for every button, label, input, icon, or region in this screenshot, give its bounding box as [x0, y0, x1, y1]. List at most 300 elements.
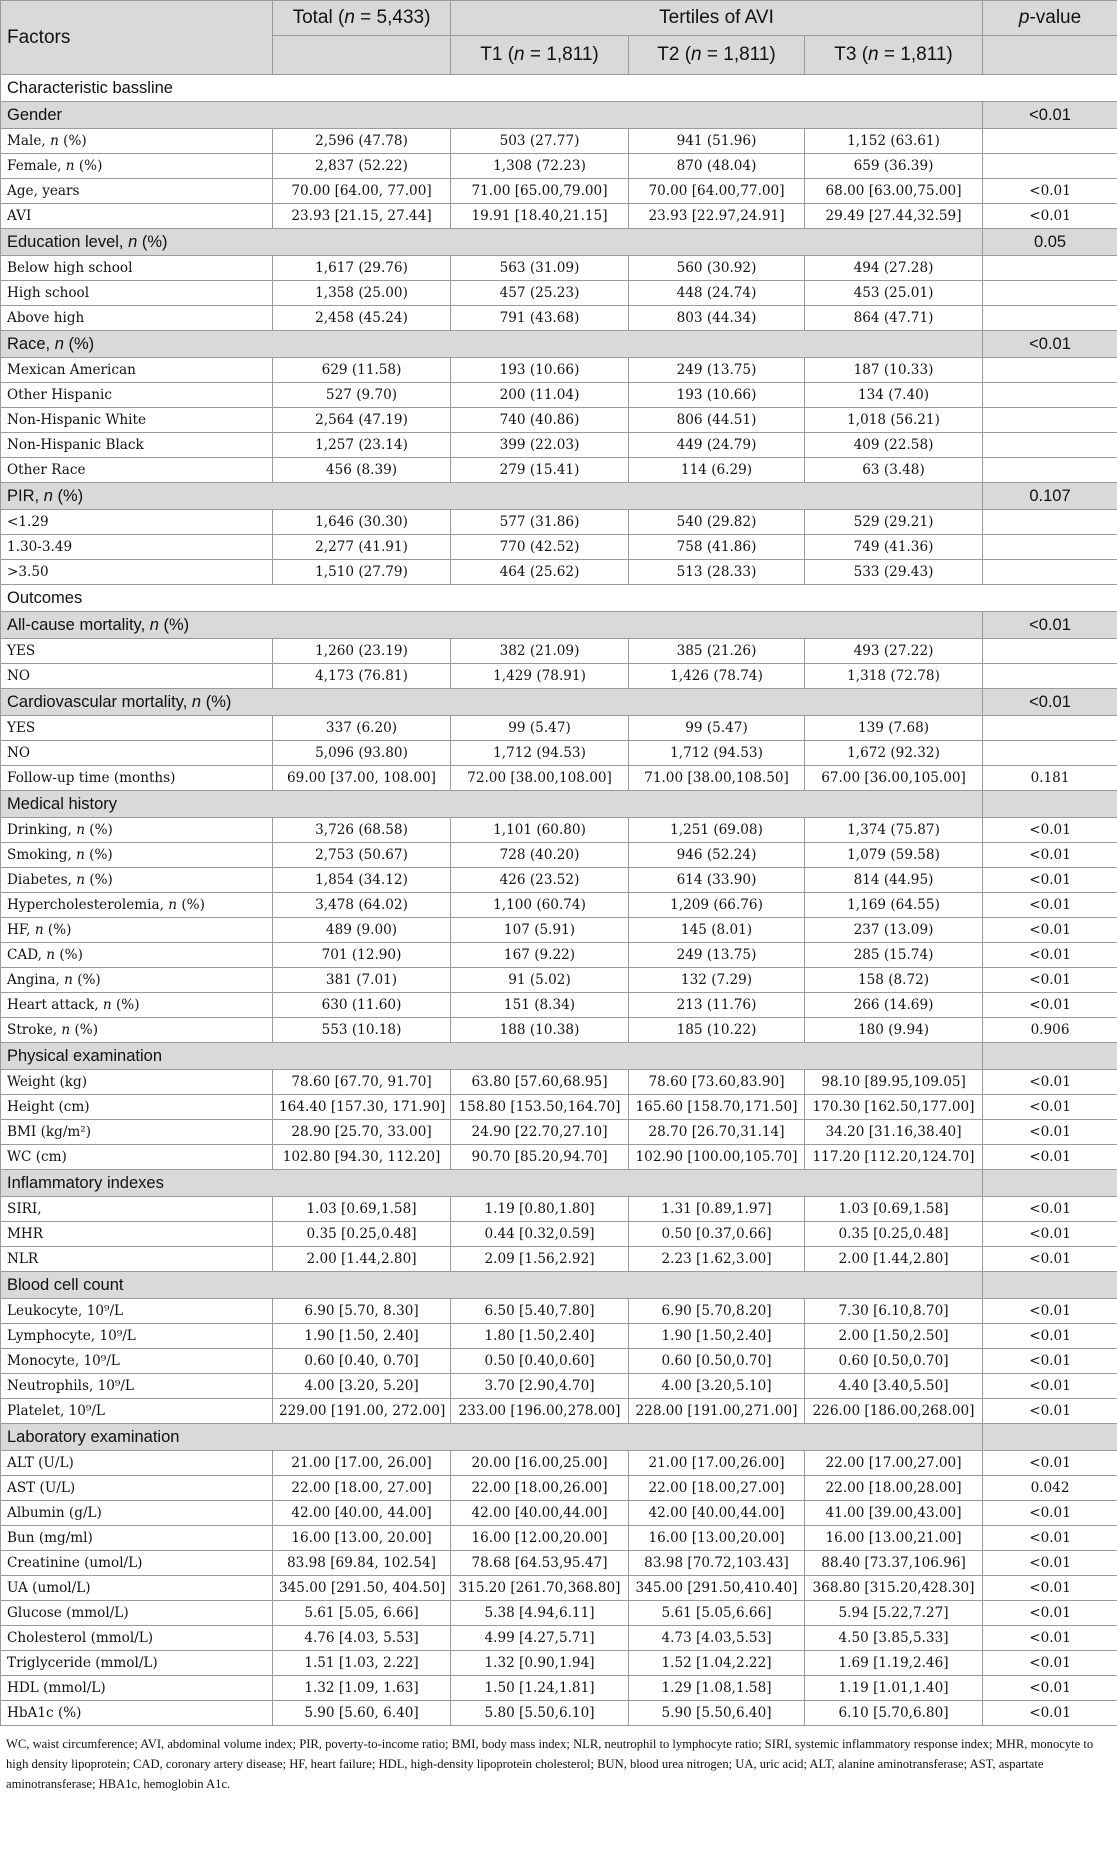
row-label: MHR [1, 1222, 273, 1247]
cell-pvalue: <0.01 [983, 1070, 1117, 1095]
row-label: Cholesterol (mmol/L) [1, 1626, 273, 1651]
cell-t2: 513 (28.33) [629, 560, 805, 585]
cell-t3: 2.00 [1.44,2.80] [805, 1247, 983, 1272]
cell-t2: 1,209 (66.76) [629, 893, 805, 918]
cell-pvalue: <0.01 [983, 1451, 1117, 1476]
row-label: AST (U/L) [1, 1476, 273, 1501]
cell-t1: 200 (11.04) [451, 383, 629, 408]
cell-t2: 70.00 [64.00,77.00] [629, 179, 805, 204]
cell-t3: 285 (15.74) [805, 943, 983, 968]
cell-pvalue: <0.01 [983, 1095, 1117, 1120]
cell-t1: 426 (23.52) [451, 868, 629, 893]
cell-total: 2,596 (47.78) [273, 129, 451, 154]
cell-t2: 1,712 (94.53) [629, 741, 805, 766]
cell-t3: 494 (27.28) [805, 256, 983, 281]
group-pvalue: <0.01 [983, 102, 1117, 129]
row-label: Drinking, n (%) [1, 818, 273, 843]
cell-pvalue: <0.01 [983, 1651, 1117, 1676]
header-t3: T3 (n = 1,811) [805, 36, 983, 75]
cell-pvalue: <0.01 [983, 968, 1117, 993]
table-row [1, 1374, 1117, 1399]
cell-total: 630 (11.60) [273, 993, 451, 1018]
cell-pvalue [983, 639, 1117, 664]
cell-total: 229.00 [191.00, 272.00] [273, 1399, 451, 1424]
table-row [1, 716, 1117, 741]
section-row [1, 75, 1117, 102]
table-row [1, 968, 1117, 993]
row-label: Height (cm) [1, 1095, 273, 1120]
table-row [1, 1399, 1117, 1424]
cell-t3: 1.19 [1.01,1.40] [805, 1676, 983, 1701]
group-row [1, 331, 1117, 358]
row-label: HbA1c (%) [1, 1701, 273, 1726]
group-label: Blood cell count [1, 1272, 983, 1299]
group-label: Physical examination [1, 1043, 983, 1070]
cell-pvalue [983, 664, 1117, 689]
cell-pvalue: <0.01 [983, 1626, 1117, 1651]
cell-pvalue [983, 408, 1117, 433]
cell-t1: 1,712 (94.53) [451, 741, 629, 766]
cell-t3: 180 (9.94) [805, 1018, 983, 1043]
cell-pvalue: <0.01 [983, 1501, 1117, 1526]
cell-pvalue: <0.01 [983, 1374, 1117, 1399]
cell-t1: 158.80 [153.50,164.70] [451, 1095, 629, 1120]
cell-pvalue: <0.01 [983, 893, 1117, 918]
table-row [1, 639, 1117, 664]
table-row [1, 1501, 1117, 1526]
row-label: Neutrophils, 10⁹/L [1, 1374, 273, 1399]
cell-total: 337 (6.20) [273, 716, 451, 741]
row-label: Age, years [1, 179, 273, 204]
cell-t2: 114 (6.29) [629, 458, 805, 483]
table-row [1, 179, 1117, 204]
table-row [1, 154, 1117, 179]
row-label: Other Race [1, 458, 273, 483]
table-row [1, 433, 1117, 458]
cell-t1: 0.50 [0.40,0.60] [451, 1349, 629, 1374]
row-label: UA (umol/L) [1, 1576, 273, 1601]
cell-total: 5,096 (93.80) [273, 741, 451, 766]
cell-t1: 5.80 [5.50,6.10] [451, 1701, 629, 1726]
cell-t2: 83.98 [70.72,103.43] [629, 1551, 805, 1576]
cell-pvalue: <0.01 [983, 1701, 1117, 1726]
cell-t1: 6.50 [5.40,7.80] [451, 1299, 629, 1324]
cell-t1: 90.70 [85.20,94.70] [451, 1145, 629, 1170]
cell-total: 22.00 [18.00, 27.00] [273, 1476, 451, 1501]
table-row [1, 1701, 1117, 1726]
table-row [1, 918, 1117, 943]
cell-t2: 448 (24.74) [629, 281, 805, 306]
cell-t3: 41.00 [39.00,43.00] [805, 1501, 983, 1526]
cell-total: 1,617 (29.76) [273, 256, 451, 281]
row-label: NLR [1, 1247, 273, 1272]
cell-pvalue: <0.01 [983, 943, 1117, 968]
cell-t2: 165.60 [158.70,171.50] [629, 1095, 805, 1120]
group-row [1, 229, 1117, 256]
cell-t3: 170.30 [162.50,177.00] [805, 1095, 983, 1120]
cell-t3: 117.20 [112.20,124.70] [805, 1145, 983, 1170]
table-row [1, 1324, 1117, 1349]
cell-t1: 740 (40.86) [451, 408, 629, 433]
group-pvalue [983, 791, 1117, 818]
cell-t2: 4.73 [4.03,5.53] [629, 1626, 805, 1651]
row-label: HF, n (%) [1, 918, 273, 943]
table-header [1, 1, 1117, 75]
row-label: <1.29 [1, 510, 273, 535]
cell-t2: 2.23 [1.62,3.00] [629, 1247, 805, 1272]
group-label: Cardiovascular mortality, n (%) [1, 689, 983, 716]
cell-t3: 409 (22.58) [805, 433, 983, 458]
cell-t2: 16.00 [13.00,20.00] [629, 1526, 805, 1551]
cell-total: 4,173 (76.81) [273, 664, 451, 689]
group-label: Education level, n (%) [1, 229, 983, 256]
cell-pvalue: <0.01 [983, 918, 1117, 943]
group-pvalue: 0.107 [983, 483, 1117, 510]
cell-t3: 1,018 (56.21) [805, 408, 983, 433]
table-row [1, 256, 1117, 281]
cell-total: 0.35 [0.25,0.48] [273, 1222, 451, 1247]
cell-t3: 67.00 [36.00,105.00] [805, 766, 983, 791]
table-row [1, 1676, 1117, 1701]
header-tertiles: Tertiles of AVI [451, 1, 983, 36]
cell-t3: 187 (10.33) [805, 358, 983, 383]
cell-t3: 158 (8.72) [805, 968, 983, 993]
cell-pvalue: <0.01 [983, 1349, 1117, 1374]
cell-pvalue: <0.01 [983, 204, 1117, 229]
group-label: Race, n (%) [1, 331, 983, 358]
cell-t2: 0.60 [0.50,0.70] [629, 1349, 805, 1374]
cell-t3: 4.50 [3.85,5.33] [805, 1626, 983, 1651]
cell-t3: 5.94 [5.22,7.27] [805, 1601, 983, 1626]
cell-t1: 279 (15.41) [451, 458, 629, 483]
cell-pvalue [983, 154, 1117, 179]
cell-t1: 107 (5.91) [451, 918, 629, 943]
table-row [1, 383, 1117, 408]
row-label: Monocyte, 10⁹/L [1, 1349, 273, 1374]
group-pvalue [983, 1043, 1117, 1070]
cell-total: 6.90 [5.70, 8.30] [273, 1299, 451, 1324]
cell-total: 456 (8.39) [273, 458, 451, 483]
cell-t2: 5.90 [5.50,6.40] [629, 1701, 805, 1726]
group-label: Gender [1, 102, 983, 129]
cell-t1: 99 (5.47) [451, 716, 629, 741]
cell-t3: 1,318 (72.78) [805, 664, 983, 689]
cell-pvalue: 0.906 [983, 1018, 1117, 1043]
cell-t2: 1.31 [0.89,1.97] [629, 1197, 805, 1222]
table-row [1, 818, 1117, 843]
cell-pvalue: <0.01 [983, 1222, 1117, 1247]
cell-t1: 382 (21.09) [451, 639, 629, 664]
table-row [1, 358, 1117, 383]
cell-t1: 315.20 [261.70,368.80] [451, 1576, 629, 1601]
cell-t1: 503 (27.77) [451, 129, 629, 154]
table-row [1, 510, 1117, 535]
cell-t2: 1.52 [1.04,2.22] [629, 1651, 805, 1676]
group-row [1, 102, 1117, 129]
cell-total: 70.00 [64.00, 77.00] [273, 179, 451, 204]
cell-t2: 614 (33.90) [629, 868, 805, 893]
cell-total: 1,854 (34.12) [273, 868, 451, 893]
cell-t1: 63.80 [57.60,68.95] [451, 1070, 629, 1095]
cell-t3: 266 (14.69) [805, 993, 983, 1018]
group-pvalue: <0.01 [983, 689, 1117, 716]
table-row [1, 1197, 1117, 1222]
row-label: Diabetes, n (%) [1, 868, 273, 893]
cell-t1: 78.68 [64.53,95.47] [451, 1551, 629, 1576]
cell-t1: 464 (25.62) [451, 560, 629, 585]
cell-pvalue [983, 535, 1117, 560]
table-body [1, 75, 1117, 1726]
table-row [1, 560, 1117, 585]
cell-t3: 493 (27.22) [805, 639, 983, 664]
cell-pvalue [983, 433, 1117, 458]
cell-total: 2,753 (50.67) [273, 843, 451, 868]
group-row [1, 1043, 1117, 1070]
row-label: Hypercholesterolemia, n (%) [1, 893, 273, 918]
row-label: Triglyceride (mmol/L) [1, 1651, 273, 1676]
row-label: SIRI, [1, 1197, 273, 1222]
table-row [1, 1247, 1117, 1272]
cell-t1: 1,429 (78.91) [451, 664, 629, 689]
cell-t1: 1,100 (60.74) [451, 893, 629, 918]
cell-t2: 23.93 [22.97,24.91] [629, 204, 805, 229]
cell-t2: 758 (41.86) [629, 535, 805, 560]
cell-t3: 659 (36.39) [805, 154, 983, 179]
row-label: Leukocyte, 10⁹/L [1, 1299, 273, 1324]
row-label: Platelet, 10⁹/L [1, 1399, 273, 1424]
cell-t2: 1.29 [1.08,1.58] [629, 1676, 805, 1701]
cell-pvalue: <0.01 [983, 1551, 1117, 1576]
table-row [1, 893, 1117, 918]
cell-pvalue [983, 716, 1117, 741]
cell-t1: 3.70 [2.90,4.70] [451, 1374, 629, 1399]
group-label: All-cause mortality, n (%) [1, 612, 983, 639]
cell-t2: 249 (13.75) [629, 358, 805, 383]
group-pvalue: <0.01 [983, 331, 1117, 358]
cell-total: 1.03 [0.69,1.58] [273, 1197, 451, 1222]
cell-t3: 226.00 [186.00,268.00] [805, 1399, 983, 1424]
cell-t3: 1.03 [0.69,1.58] [805, 1197, 983, 1222]
cell-pvalue: <0.01 [983, 843, 1117, 868]
cell-t2: 28.70 [26.70,31.14] [629, 1120, 805, 1145]
cell-t2: 145 (8.01) [629, 918, 805, 943]
group-row [1, 1424, 1117, 1451]
cell-t3: 22.00 [18.00,28.00] [805, 1476, 983, 1501]
row-label: NO [1, 664, 273, 689]
cell-t1: 563 (31.09) [451, 256, 629, 281]
group-row [1, 612, 1117, 639]
row-label: BMI (kg/m²) [1, 1120, 273, 1145]
cell-t1: 20.00 [16.00,25.00] [451, 1451, 629, 1476]
table-row [1, 766, 1117, 791]
cell-pvalue: <0.01 [983, 1299, 1117, 1324]
cell-total: 2.00 [1.44,2.80] [273, 1247, 451, 1272]
cell-t3: 1.69 [1.19,2.46] [805, 1651, 983, 1676]
cell-t2: 941 (51.96) [629, 129, 805, 154]
cell-total: 78.60 [67.70, 91.70] [273, 1070, 451, 1095]
cell-t1: 42.00 [40.00,44.00] [451, 1501, 629, 1526]
cell-pvalue: <0.01 [983, 1120, 1117, 1145]
group-label: Laboratory examination [1, 1424, 983, 1451]
cell-pvalue: <0.01 [983, 1676, 1117, 1701]
cell-t2: 385 (21.26) [629, 639, 805, 664]
group-pvalue [983, 1170, 1117, 1197]
cell-t1: 151 (8.34) [451, 993, 629, 1018]
table-row [1, 535, 1117, 560]
table-row [1, 458, 1117, 483]
cell-total: 21.00 [17.00, 26.00] [273, 1451, 451, 1476]
row-label: Weight (kg) [1, 1070, 273, 1095]
row-label: Below high school [1, 256, 273, 281]
cell-pvalue [983, 129, 1117, 154]
cell-t2: 345.00 [291.50,410.40] [629, 1576, 805, 1601]
table-row [1, 1476, 1117, 1501]
cell-t3: 7.30 [6.10,8.70] [805, 1299, 983, 1324]
cell-total: 1.90 [1.50, 2.40] [273, 1324, 451, 1349]
cell-t1: 5.38 [4.94,6.11] [451, 1601, 629, 1626]
cell-t3: 1,152 (63.61) [805, 129, 983, 154]
cell-total: 345.00 [291.50, 404.50] [273, 1576, 451, 1601]
cell-t2: 4.00 [3.20,5.10] [629, 1374, 805, 1399]
cell-total: 83.98 [69.84, 102.54] [273, 1551, 451, 1576]
cell-pvalue [983, 458, 1117, 483]
cell-t1: 188 (10.38) [451, 1018, 629, 1043]
cell-total: 4.00 [3.20, 5.20] [273, 1374, 451, 1399]
header-t2: T2 (n = 1,811) [629, 36, 805, 75]
row-label: HDL (mmol/L) [1, 1676, 273, 1701]
table-row [1, 1145, 1117, 1170]
section-label: Characteristic bassline [1, 75, 1117, 102]
cell-pvalue: <0.01 [983, 1197, 1117, 1222]
cell-t1: 2.09 [1.56,2.92] [451, 1247, 629, 1272]
cell-t1: 167 (9.22) [451, 943, 629, 968]
cell-t3: 68.00 [63.00,75.00] [805, 179, 983, 204]
cell-total: 164.40 [157.30, 171.90] [273, 1095, 451, 1120]
cell-t2: 806 (44.51) [629, 408, 805, 433]
cell-t3: 814 (44.95) [805, 868, 983, 893]
cell-pvalue: <0.01 [983, 1576, 1117, 1601]
cell-total: 4.76 [4.03, 5.53] [273, 1626, 451, 1651]
table-row [1, 943, 1117, 968]
table-footnote: WC, waist circumference; AVI, abdominal volume index; PIR, poverty-to-income ratio; BMI, body mass index; NLR, neutrophil to lymphocyte ratio; SIRI, systemic inflammatory response index; MHR, monocyte to high density lipoprotein; CAD, coronary artery disease; HF, heart failure; HDL, high-density lipoprotein cholesterol; BUN, blood urea nitrogen; UA, uric acid; ALT, alanine aminotransferase; AST, aspartate aminotransferase; HBA1c, hemoglobin A1c. [6, 1737, 1094, 1791]
cell-t1: 233.00 [196.00,278.00] [451, 1399, 629, 1424]
row-label: Non-Hispanic Black [1, 433, 273, 458]
header-factors: Factors [1, 1, 273, 75]
cell-total: 2,277 (41.91) [273, 535, 451, 560]
cell-t1: 72.00 [38.00,108.00] [451, 766, 629, 791]
cell-t3: 529 (29.21) [805, 510, 983, 535]
cell-t3: 98.10 [89.95,109.05] [805, 1070, 983, 1095]
row-label: Heart attack, n (%) [1, 993, 273, 1018]
cell-total: 2,564 (47.19) [273, 408, 451, 433]
cell-pvalue: 0.042 [983, 1476, 1117, 1501]
table-row [1, 1095, 1117, 1120]
row-label: Follow-up time (months) [1, 766, 273, 791]
group-row [1, 1170, 1117, 1197]
row-label: CAD, n (%) [1, 943, 273, 968]
cell-t3: 34.20 [31.16,38.40] [805, 1120, 983, 1145]
cell-t2: 249 (13.75) [629, 943, 805, 968]
cell-total: 1,260 (23.19) [273, 639, 451, 664]
cell-t1: 91 (5.02) [451, 968, 629, 993]
table-row [1, 1299, 1117, 1324]
row-label: 1.30-3.49 [1, 535, 273, 560]
cell-t3: 533 (29.43) [805, 560, 983, 585]
cell-t2: 449 (24.79) [629, 433, 805, 458]
cell-t2: 22.00 [18.00,27.00] [629, 1476, 805, 1501]
cell-total: 2,458 (45.24) [273, 306, 451, 331]
cell-total: 42.00 [40.00, 44.00] [273, 1501, 451, 1526]
cell-t3: 1,169 (64.55) [805, 893, 983, 918]
cell-t2: 0.50 [0.37,0.66] [629, 1222, 805, 1247]
cell-total: 23.93 [21.15, 27.44] [273, 204, 451, 229]
header-total: Total (n = 5,433) [273, 1, 451, 36]
group-row [1, 483, 1117, 510]
cell-t1: 1.80 [1.50,2.40] [451, 1324, 629, 1349]
cell-pvalue [983, 281, 1117, 306]
cell-t1: 1.32 [0.90,1.94] [451, 1651, 629, 1676]
cell-t3: 864 (47.71) [805, 306, 983, 331]
table-row [1, 1222, 1117, 1247]
cell-t2: 21.00 [17.00,26.00] [629, 1451, 805, 1476]
group-row [1, 791, 1117, 818]
cell-t3: 63 (3.48) [805, 458, 983, 483]
cell-t2: 5.61 [5.05,6.66] [629, 1601, 805, 1626]
cell-t2: 870 (48.04) [629, 154, 805, 179]
group-label: Medical history [1, 791, 983, 818]
table-row [1, 1526, 1117, 1551]
cell-total: 527 (9.70) [273, 383, 451, 408]
cell-pvalue [983, 306, 1117, 331]
table-row [1, 1451, 1117, 1476]
cell-t2: 102.90 [100.00,105.70] [629, 1145, 805, 1170]
cell-t2: 560 (30.92) [629, 256, 805, 281]
cell-t1: 1.50 [1.24,1.81] [451, 1676, 629, 1701]
table-row [1, 1551, 1117, 1576]
row-label: Other Hispanic [1, 383, 273, 408]
cell-t1: 71.00 [65.00,79.00] [451, 179, 629, 204]
cell-t1: 19.91 [18.40,21.15] [451, 204, 629, 229]
cell-t1: 728 (40.20) [451, 843, 629, 868]
row-label: YES [1, 716, 273, 741]
cell-t3: 6.10 [5.70,6.80] [805, 1701, 983, 1726]
cell-t3: 1,672 (92.32) [805, 741, 983, 766]
cell-total: 489 (9.00) [273, 918, 451, 943]
table-row [1, 1601, 1117, 1626]
table-row [1, 1120, 1117, 1145]
cell-total: 5.61 [5.05, 6.66] [273, 1601, 451, 1626]
cell-t1: 24.90 [22.70,27.10] [451, 1120, 629, 1145]
cell-t1: 791 (43.68) [451, 306, 629, 331]
cell-t1: 1.19 [0.80,1.80] [451, 1197, 629, 1222]
cell-total: 1,358 (25.00) [273, 281, 451, 306]
cell-pvalue: <0.01 [983, 993, 1117, 1018]
table-row [1, 664, 1117, 689]
group-pvalue: 0.05 [983, 229, 1117, 256]
cell-t2: 946 (52.24) [629, 843, 805, 868]
cell-total: 0.60 [0.40, 0.70] [273, 1349, 451, 1374]
row-label: High school [1, 281, 273, 306]
cell-t3: 749 (41.36) [805, 535, 983, 560]
header-pvalue: p-value [983, 1, 1117, 36]
cell-t3: 0.35 [0.25,0.48] [805, 1222, 983, 1247]
row-label: Glucose (mmol/L) [1, 1601, 273, 1626]
group-pvalue: <0.01 [983, 612, 1117, 639]
cell-total: 3,478 (64.02) [273, 893, 451, 918]
cell-t3: 88.40 [73.37,106.96] [805, 1551, 983, 1576]
row-label: NO [1, 741, 273, 766]
cell-t2: 6.90 [5.70,8.20] [629, 1299, 805, 1324]
